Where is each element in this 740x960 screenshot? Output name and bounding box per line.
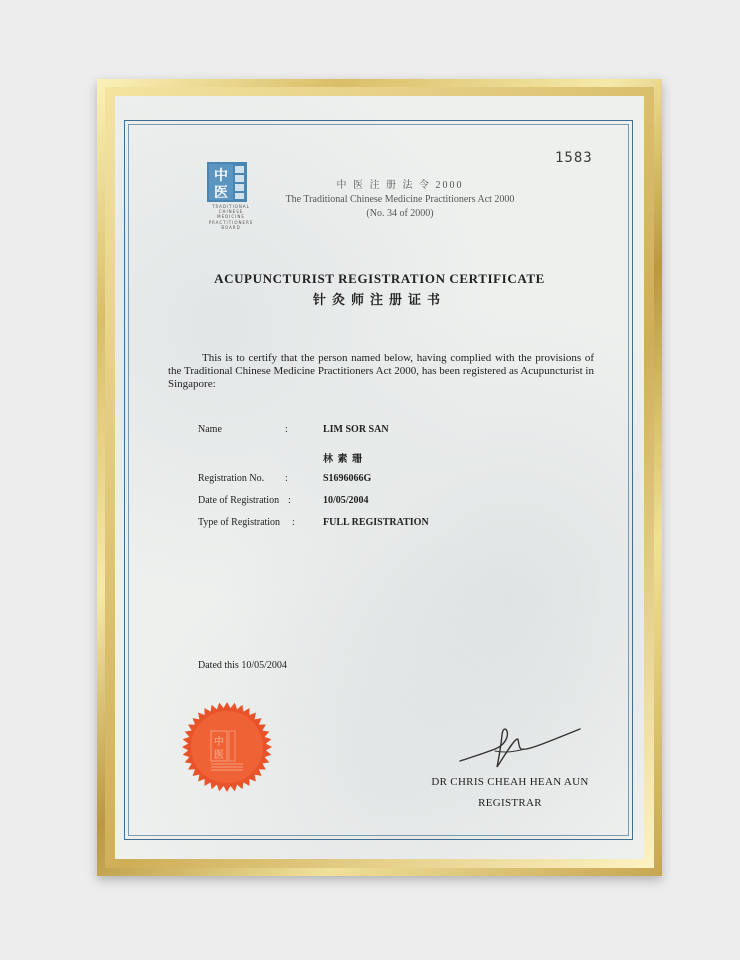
registration-number-label: Registration No. <box>198 473 265 484</box>
official-seal-icon <box>181 701 273 793</box>
registration-number-value: S1696066G <box>323 473 372 484</box>
name-value: LIM SOR SAN <box>323 424 389 435</box>
registration-type-colon: : <box>292 517 295 528</box>
certificate-title-zh: 针灸师注册证书 <box>312 292 446 307</box>
act-title-zh: 中 医 注 册 法 令 2000 <box>336 180 464 191</box>
registrar-name: DR CHRIS CHEAH HEAN AUN <box>431 776 589 788</box>
act-number: (No. 34 of 2000) <box>366 208 434 219</box>
certificate-frame <box>97 79 662 876</box>
dated-line: Dated this 10/05/2004 <box>198 660 287 671</box>
registrar-signature <box>455 711 585 781</box>
name-colon: : <box>285 424 288 435</box>
name-label: Name <box>198 424 222 435</box>
certification-statement: This is to certify that the person named below, having complied with the provisions of the Traditional Chinese Medicine Practitioners Act 2000, has been registered as Acupuncturist in Singapore: <box>168 352 594 390</box>
logo-mark-1: 中 <box>214 168 228 184</box>
svg-text:医: 医 <box>214 750 224 761</box>
name-value-zh: 林 素 珊 <box>323 454 363 465</box>
registration-type-value: FULL REGISTRATION <box>323 517 429 528</box>
registration-date-value: 10/05/2004 <box>323 495 369 506</box>
registrar-title: REGISTRAR <box>478 797 542 809</box>
act-title-en: The Traditional Chinese Medicine Practitioners Act 2000 <box>285 194 515 205</box>
logo-caption-line: PRACTITIONERS <box>208 219 254 225</box>
registration-date-colon: : <box>288 495 291 506</box>
registration-date-label: Date of Registration <box>198 495 280 506</box>
serial-number: 1583 <box>555 150 593 166</box>
act-header <box>265 179 535 221</box>
tcm-logo-icon <box>207 162 247 202</box>
logo-caption <box>207 204 255 230</box>
logo-caption-line: BOARD <box>221 224 241 230</box>
svg-text:中: 中 <box>214 737 224 748</box>
logo-caption-line: CHINESE <box>218 209 244 215</box>
certificate-paper <box>115 96 644 859</box>
certificate-title: ACUPUNCTURIST REGISTRATION CERTIFICATE <box>214 271 545 286</box>
registration-number-colon: : <box>285 473 288 484</box>
logo-mark-2: 医 <box>214 185 228 201</box>
logo-caption-line: MEDICINE <box>217 214 245 220</box>
logo-caption-line: TRADITIONAL <box>212 204 250 209</box>
registration-type-label: Type of Registration <box>198 517 281 528</box>
tcm-board-logo <box>207 162 255 230</box>
